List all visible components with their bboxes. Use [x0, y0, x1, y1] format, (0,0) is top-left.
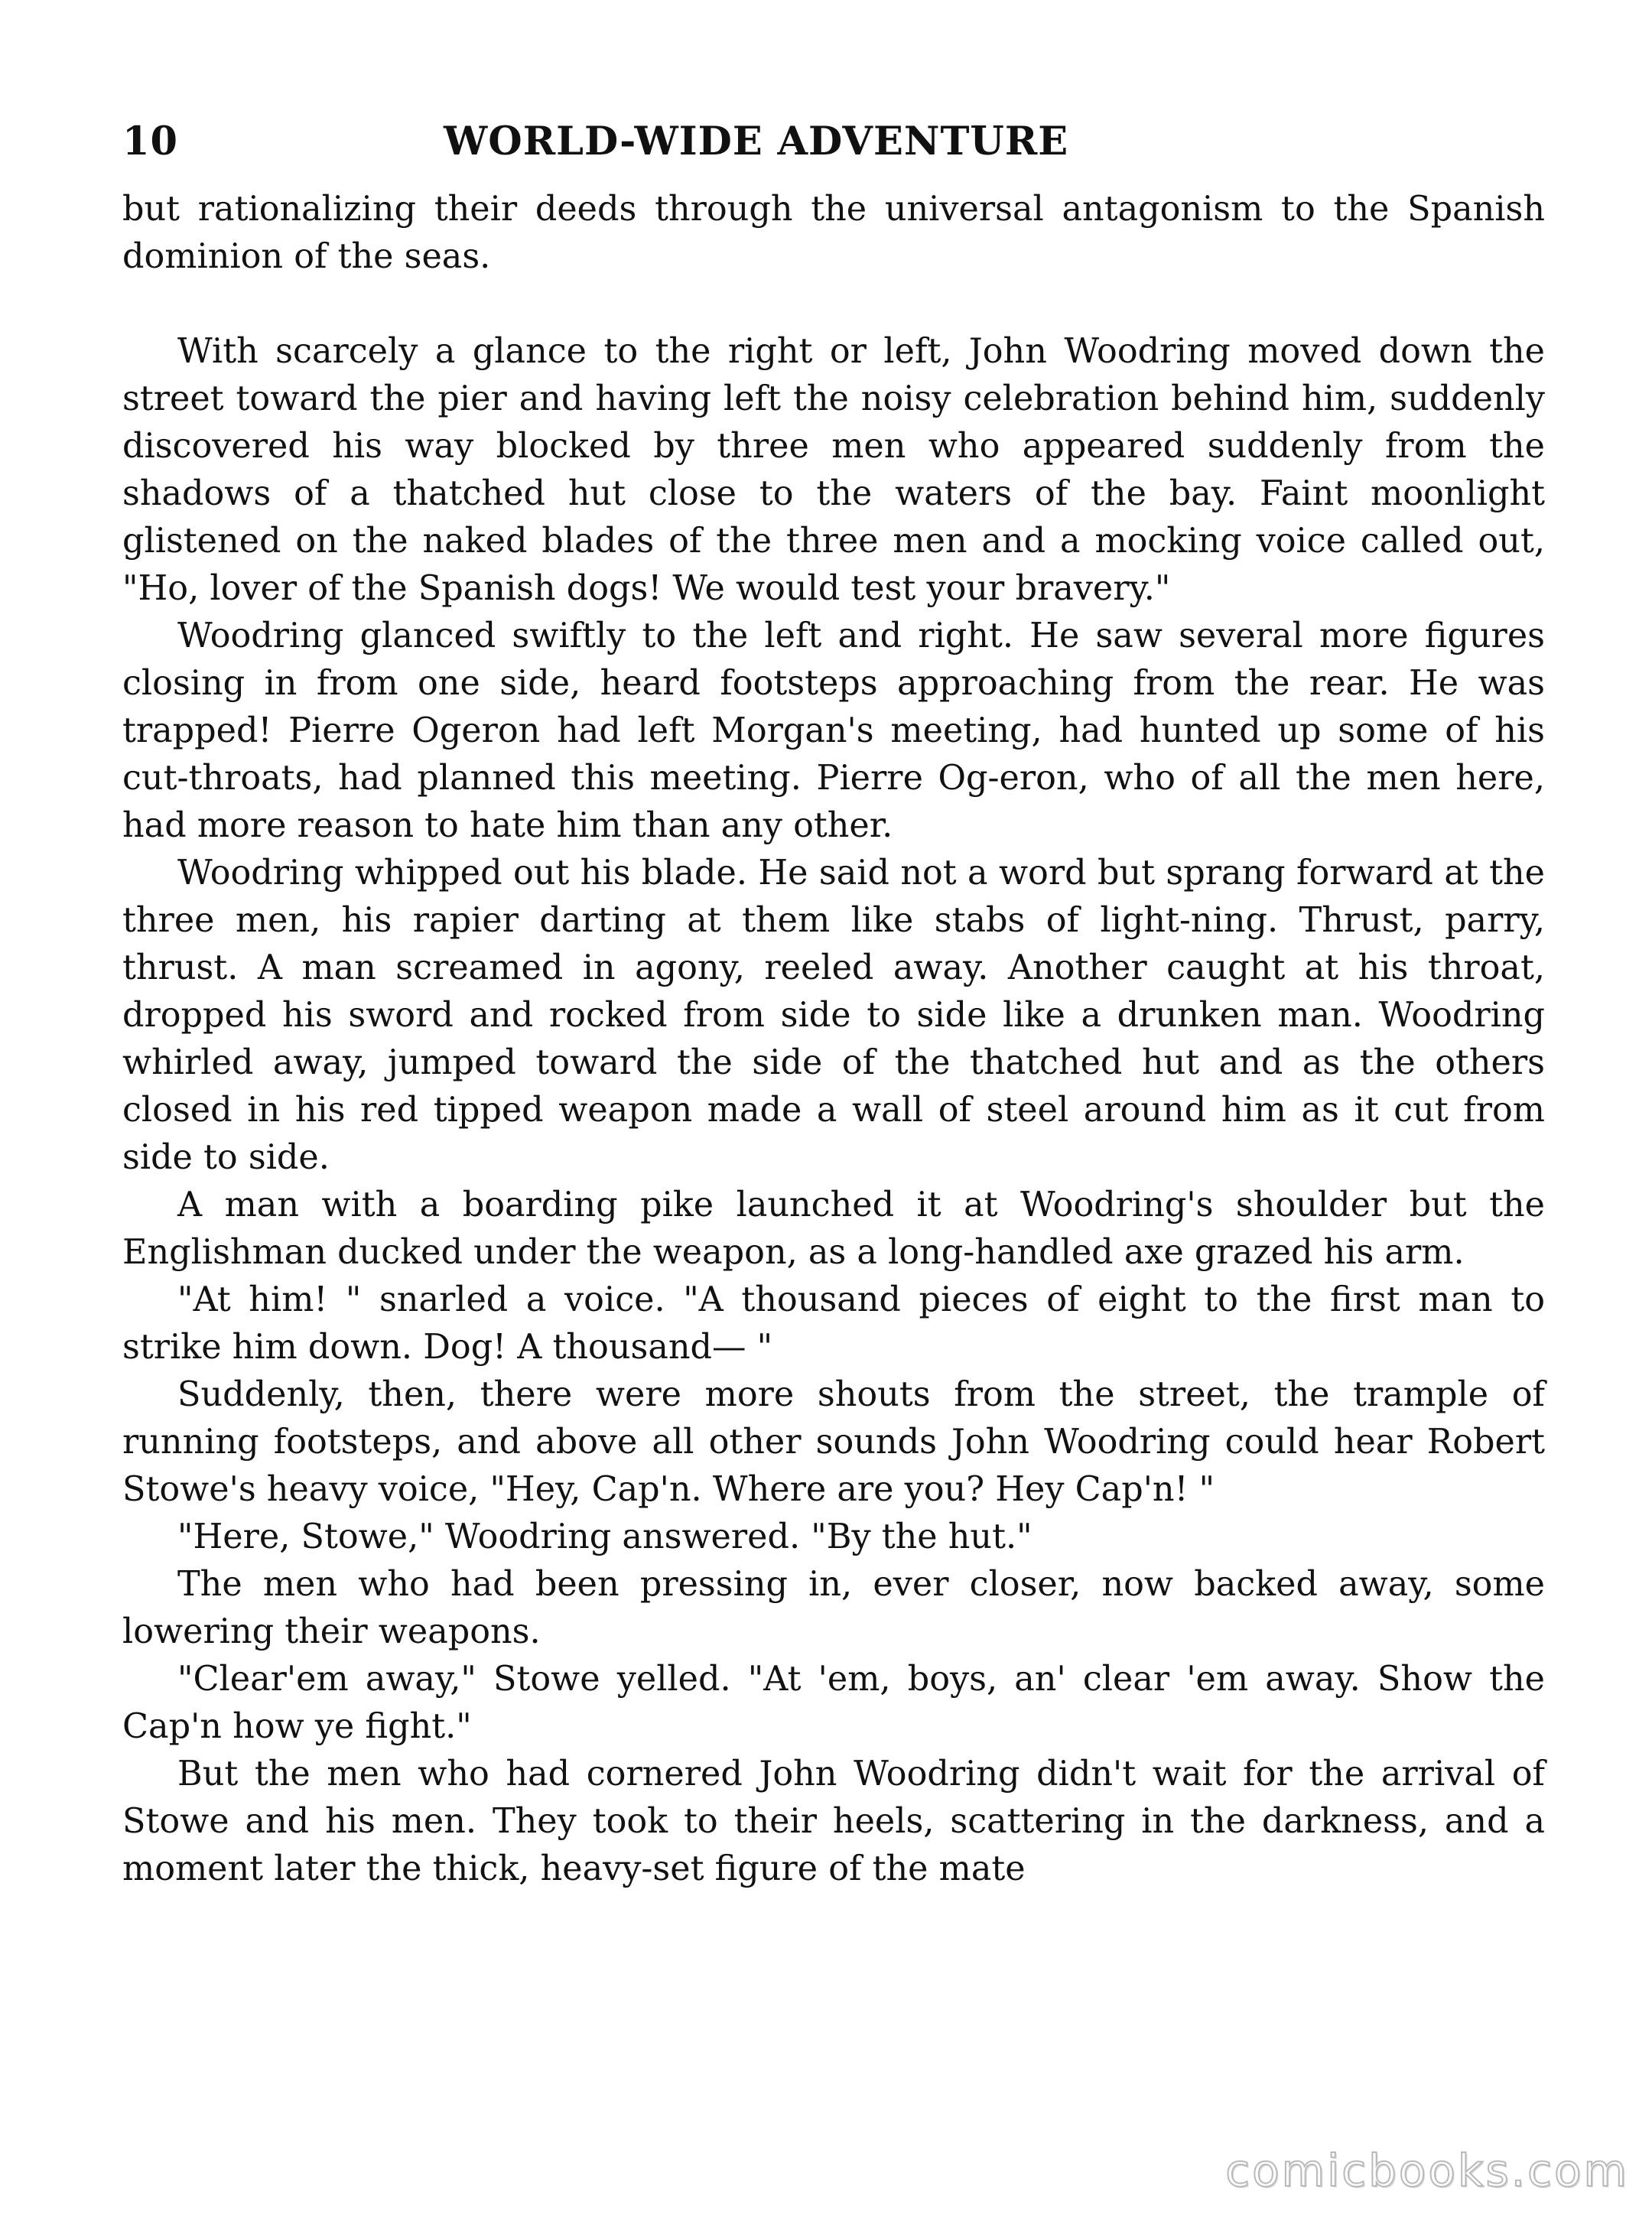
paragraph: Woodring whipped out his blade. He said not a word but sprang forward at the three men, his rapier darting at them like stabs of light-ning. Thrust, parry, thrust. A man screamed in agony, reeled away. Another caught at his throat, dropped his sword and rocked from side to side like a drunken man. Woodring whirled away, jumped toward the side of the thatched hut and as the others closed in his red tipped weapon made a wall of steel around him as it cut from side to side.	[122, 854, 1545, 1177]
paragraph: But the men who had cornered John Woodring didn't wait for the arrival of Stowe and his men. They took to their heels, scattering in the darkness, and a moment later the thick, heavy-set figure of the mate	[122, 1755, 1545, 1888]
paragraph: With scarcely a glance to the right or left, John Woodring moved down the street toward the pier and having left the noisy celebration behind him, suddenly discovered his way blocked by three men who appeared suddenly from the shadows of a thatched hut close to the waters of the bay. Faint moonlight glistened on the naked blades of the three men and a mocking voice called out, "Ho, lover of the Spanish dogs! We would test your bravery."	[122, 332, 1545, 608]
running-title: WORLD-WIDE ADVENTURE	[444, 119, 1069, 164]
paragraph: "Here, Stowe," Woodring answered. "By the hut."	[177, 1517, 1032, 1556]
body-text	[122, 186, 1545, 1893]
paragraph: Woodring glanced swiftly to the left and right. He saw several more figures closing in from one side, heard footsteps approaching from the rear. He was trapped! Pierre Ogeron had left Morgan's meeting, had hunted up some of his cut-throats, had planned this meeting. Pierre Og-eron, who of all the men here, had more reason to hate him than any other.	[122, 616, 1545, 845]
paragraph: A man with a boarding pike launched it at Woodring's shoulder but the Englishman ducked under the weapon, as a long-handled axe grazed his arm.	[122, 1185, 1545, 1272]
page-number: 10	[122, 119, 178, 164]
paragraph: Suddenly, then, there were more shouts from the street, the trample of running footsteps, and above all other sounds John Woodring could hear Robert Stowe's heavy voice, "Hey, Cap'n. Where are you? Hey Cap'n! "	[122, 1375, 1545, 1509]
paragraph: "At him! " snarled a voice. "A thousand pieces of eight to the first man to strike him down. Dog! A thousand— "	[122, 1280, 1545, 1367]
paragraph: "Clear'em away," Stowe yelled. "At 'em, boys, an' clear 'em away. Show the Cap'n how ye fight."	[122, 1660, 1545, 1746]
paragraph: but rationalizing their deeds through the universal antagonism to the Spanish dominion of the seas.	[122, 190, 1545, 276]
page-header	[122, 119, 1545, 180]
paragraph: The men who had been pressing in, ever closer, now backed away, some lowering their weapons.	[122, 1565, 1545, 1651]
site-watermark: comicbooks.com	[1225, 2145, 1629, 2197]
book-page	[122, 119, 1545, 1893]
